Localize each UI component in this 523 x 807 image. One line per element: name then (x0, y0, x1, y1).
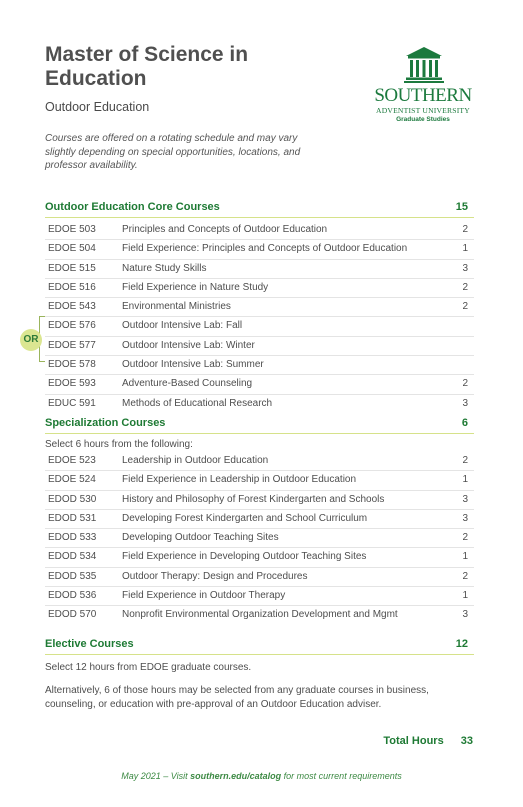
course-hours: 2 (462, 532, 468, 544)
university-logo (368, 44, 480, 128)
course-row (45, 491, 474, 510)
core-section-hours: 15 (455, 201, 468, 213)
course-hours: 2 (462, 455, 468, 466)
course-row (45, 452, 474, 471)
columns-building-icon (368, 44, 480, 86)
elective-section-header (45, 638, 474, 655)
elective-section-hours: 12 (455, 638, 468, 650)
course-name: Principles and Concepts of Outdoor Education (122, 224, 328, 235)
course-name: Nonprofit Environmental Organization Development and Mgmt (122, 609, 398, 621)
course-name: Nature Study Skills (122, 262, 207, 274)
course-hours: 2 (462, 301, 468, 313)
course-row (45, 471, 474, 490)
course-code: EDOD 533 (48, 532, 97, 544)
course-hours: 1 (462, 590, 468, 602)
course-name: Developing Outdoor Teaching Sites (122, 532, 279, 544)
course-code: EDOE 578 (48, 359, 96, 371)
course-hours: 2 (462, 281, 468, 293)
course-name: Leadership in Outdoor Education (122, 455, 269, 466)
course-hours: 3 (462, 609, 468, 621)
specialization-section-header (45, 417, 474, 434)
course-row (45, 240, 474, 259)
logo-subtitle: ADVENTIST UNIVERSITY (376, 106, 470, 115)
course-name: Developing Forest Kindergarten and School Curriculum (122, 512, 368, 524)
course-row (45, 587, 474, 606)
specialization-section-hours: 6 (461, 417, 468, 429)
course-code: EDOD 534 (48, 551, 97, 563)
course-name: Field Experience in Leadership in Outdoor Education (122, 474, 357, 486)
total-hours-value: 33 (460, 735, 473, 747)
course-hours: 2 (462, 570, 468, 582)
course-row (45, 529, 474, 548)
total-hours (383, 735, 473, 747)
course-name: Field Experience in Outdoor Therapy (122, 590, 286, 602)
course-row (45, 317, 474, 336)
or-label: OR (23, 334, 39, 345)
course-row (45, 510, 474, 529)
course-name: Field Experience: Principles and Concepts of Outdoor Education (122, 243, 408, 255)
footer-prefix: May 2021 – Visit (121, 771, 191, 781)
course-name: Outdoor Intensive Lab: Winter (122, 339, 255, 351)
course-hours: 1 (462, 243, 468, 255)
course-name: Outdoor Intensive Lab: Fall (122, 320, 243, 332)
course-hours: 1 (462, 474, 468, 486)
course-code: EDOD 531 (48, 512, 97, 524)
catalog-link[interactable]: southern.edu/catalog (190, 771, 282, 781)
course-code: EDOE 577 (48, 339, 96, 351)
course-hours: 3 (462, 397, 468, 409)
course-code: EDOD 535 (48, 570, 97, 582)
course-row (45, 298, 474, 317)
course-row (45, 337, 474, 356)
specialization-section (45, 417, 474, 625)
course-name: History and Philosophy of Forest Kindergarten and Schools (122, 493, 385, 505)
elective-alternative-note: Alternatively, 6 of those hours may be selected from any graduate courses in business, counseling, or education with pre-approval of an Outdoor Education adviser. (45, 685, 429, 710)
elective-instruction: Select 12 hours from EDOE graduate courses. (45, 662, 252, 673)
course-row (45, 260, 474, 279)
course-code: EDOE 516 (48, 281, 96, 293)
course-hours: 3 (462, 493, 468, 505)
course-code: EDOE 515 (48, 262, 96, 274)
course-code: EDOE 593 (48, 378, 96, 390)
course-code: EDOE 543 (48, 301, 96, 313)
total-hours-label: Total Hours (383, 735, 444, 747)
page-footer (0, 771, 523, 781)
core-section-title: Outdoor Education Core Courses (45, 201, 220, 213)
logo-name: SOUTHERN (374, 85, 472, 106)
course-code: EDOD 536 (48, 590, 97, 602)
elective-section (45, 638, 474, 712)
logo-department: Graduate Studies (396, 116, 450, 123)
elective-section-title: Elective Courses (45, 638, 134, 650)
course-code: EDUC 591 (48, 397, 96, 409)
course-code: EDOD 530 (48, 493, 97, 505)
course-name: Outdoor Intensive Lab: Summer (122, 359, 264, 371)
course-row (45, 221, 474, 240)
course-name: Field Experience in Nature Study (122, 281, 269, 293)
course-hours: 2 (462, 224, 468, 235)
page-title: Master of Science in Education (45, 43, 249, 90)
schedule-note: Courses are offered on a rotating schedule and may vary slightly depending on special opportunities, locations, and professor availability. (45, 133, 301, 171)
specialization-instruction: Select 6 hours from the following: (45, 439, 193, 450)
course-row (45, 356, 474, 375)
course-row (45, 548, 474, 567)
course-code: EDOE 523 (48, 455, 96, 466)
course-hours: 3 (462, 512, 468, 524)
core-courses-section (45, 201, 474, 413)
page-subtitle: Outdoor Education (45, 100, 150, 114)
course-code: EDOD 570 (48, 609, 97, 621)
course-row (45, 375, 474, 394)
course-row (45, 606, 474, 624)
core-section-header (45, 201, 474, 218)
course-code: EDOE 576 (48, 320, 96, 332)
course-row (45, 395, 474, 413)
course-hours: 3 (462, 262, 468, 274)
specialization-section-title: Specialization Courses (45, 417, 166, 429)
course-hours: 1 (462, 551, 468, 563)
course-name: Adventure-Based Counseling (122, 378, 253, 390)
footer-suffix: for most current requirements (281, 771, 402, 781)
course-hours: 2 (462, 378, 468, 390)
course-row (45, 279, 474, 298)
course-code: EDOE 524 (48, 474, 96, 486)
course-code: EDOE 504 (48, 243, 96, 255)
course-name: Environmental Ministries (122, 301, 231, 313)
core-course-list (45, 221, 474, 413)
specialization-course-list (45, 452, 474, 625)
course-row (45, 568, 474, 587)
course-name: Field Experience in Developing Outdoor Teaching Sites (122, 551, 367, 563)
course-name: Methods of Educational Research (122, 397, 273, 409)
course-code: EDOE 503 (48, 224, 96, 235)
course-name: Outdoor Therapy: Design and Procedures (122, 570, 308, 582)
